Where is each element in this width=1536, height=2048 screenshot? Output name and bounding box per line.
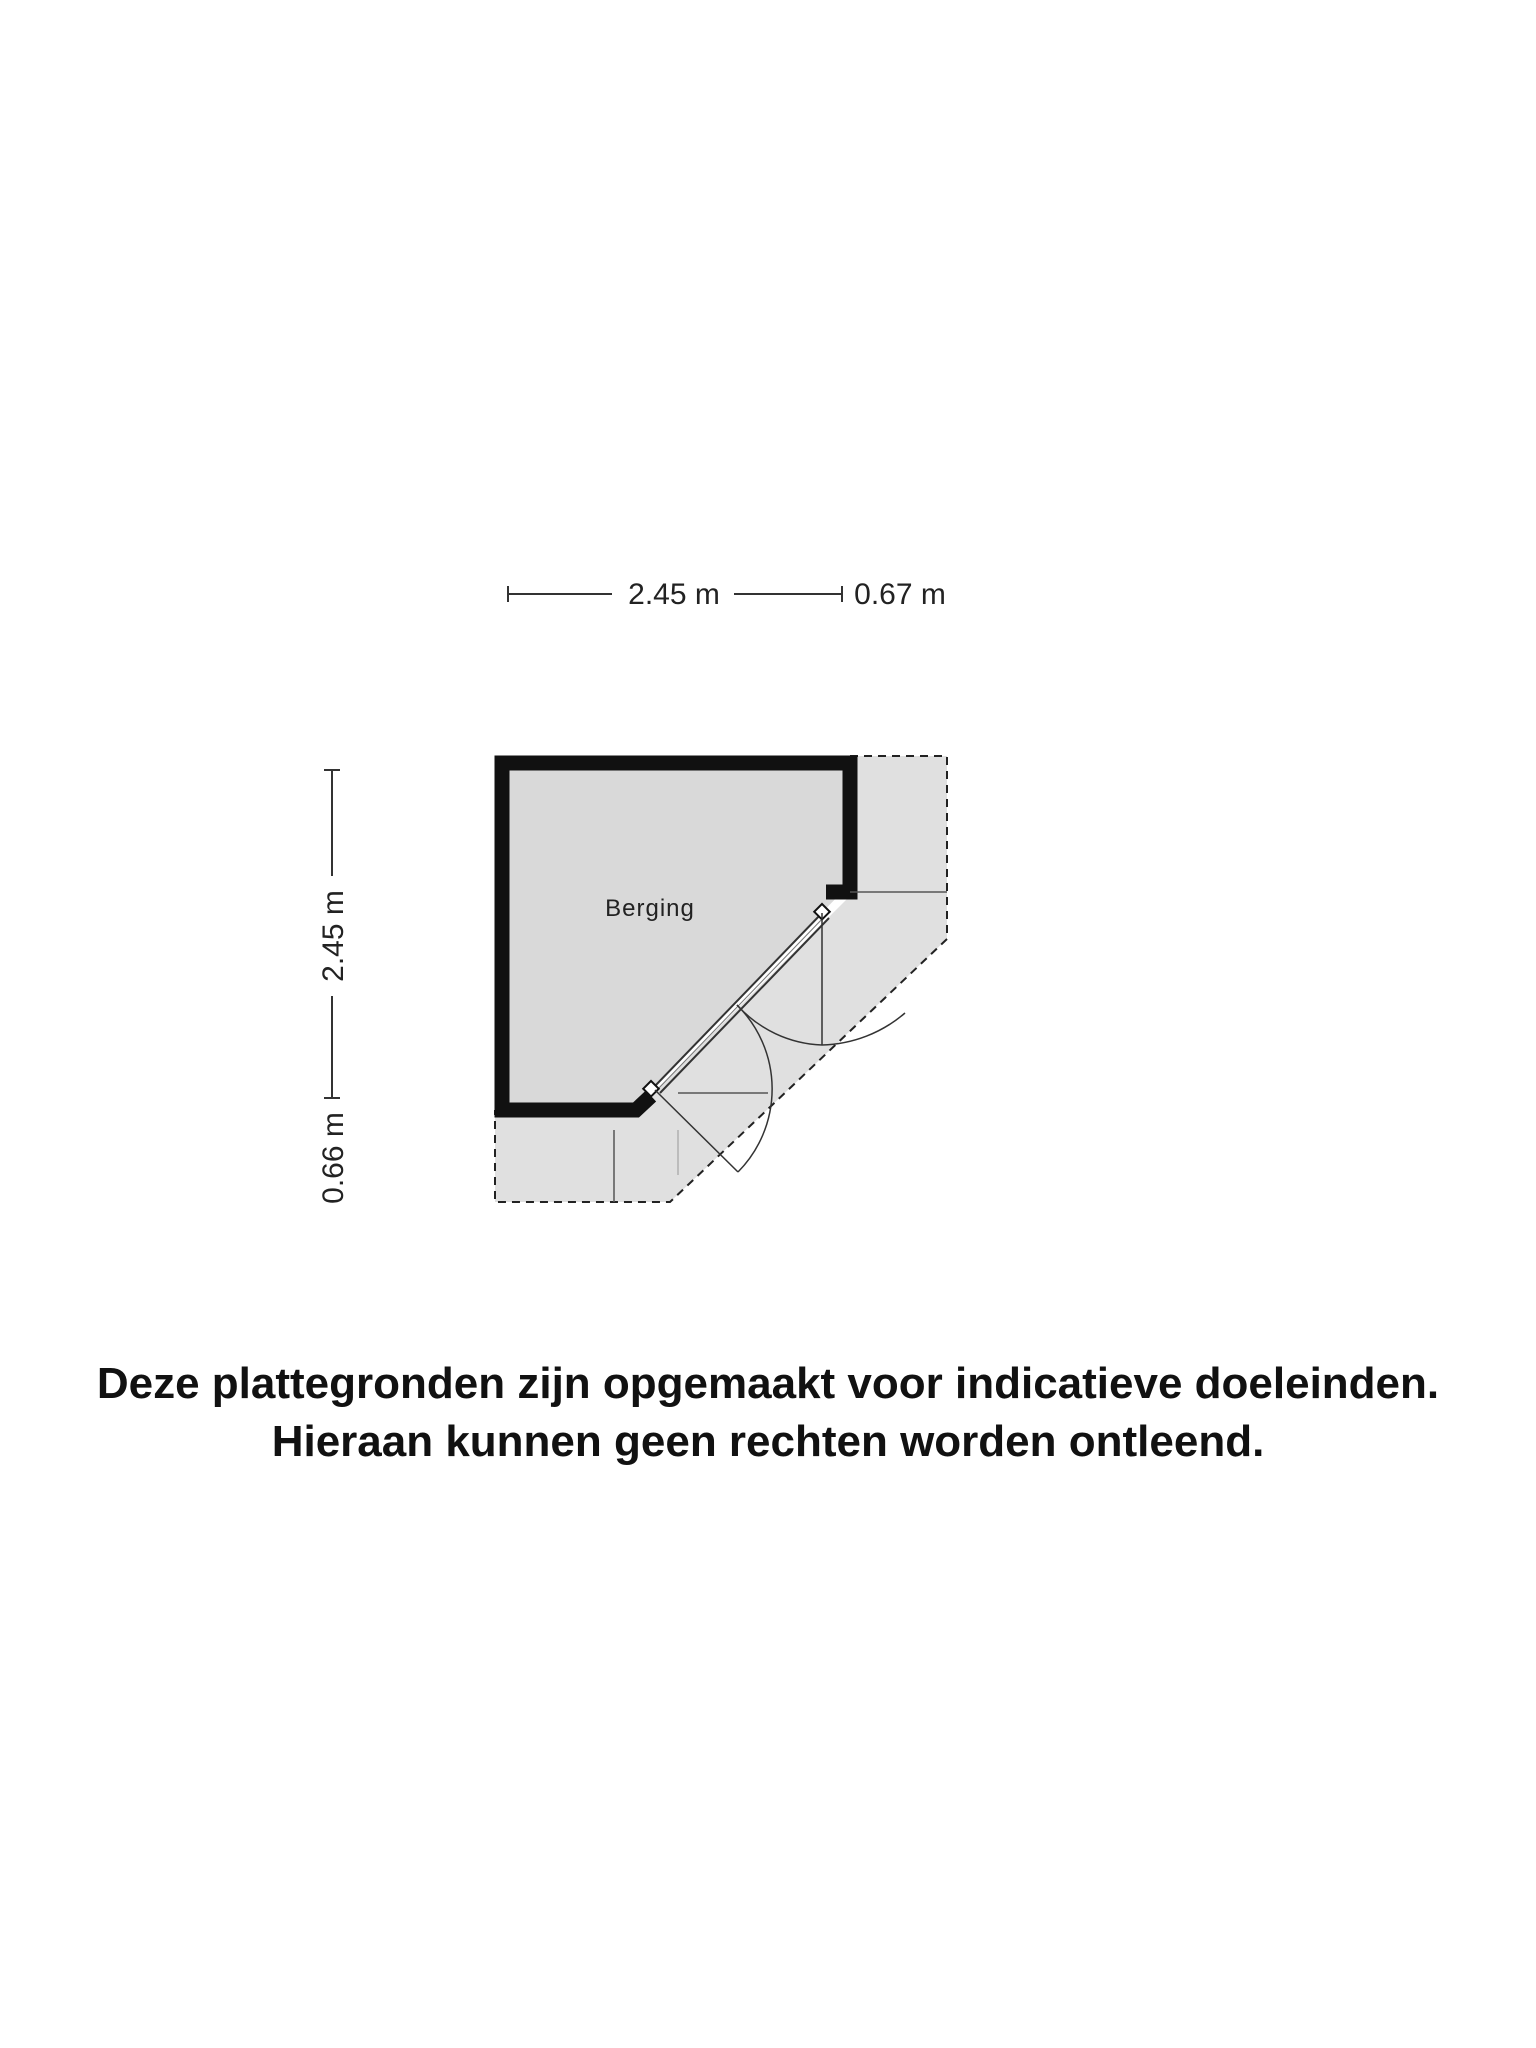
room-label: Berging [605,895,695,922]
top-dimension-secondary: 0.67 m [854,578,946,611]
disclaimer-line-2: Hieraan kunnen geen rechten worden ontleend. [271,1417,1265,1466]
top-dimension-main: 2.45 m [628,578,720,611]
left-dimension-main: 2.45 m [317,890,350,982]
left-dimension-secondary: 0.66 m [317,1112,350,1204]
disclaimer [0,1355,1536,1471]
disclaimer-line-1: Deze plattegronden zijn opgemaakt voor indicatieve doeleinden. [96,1359,1440,1408]
